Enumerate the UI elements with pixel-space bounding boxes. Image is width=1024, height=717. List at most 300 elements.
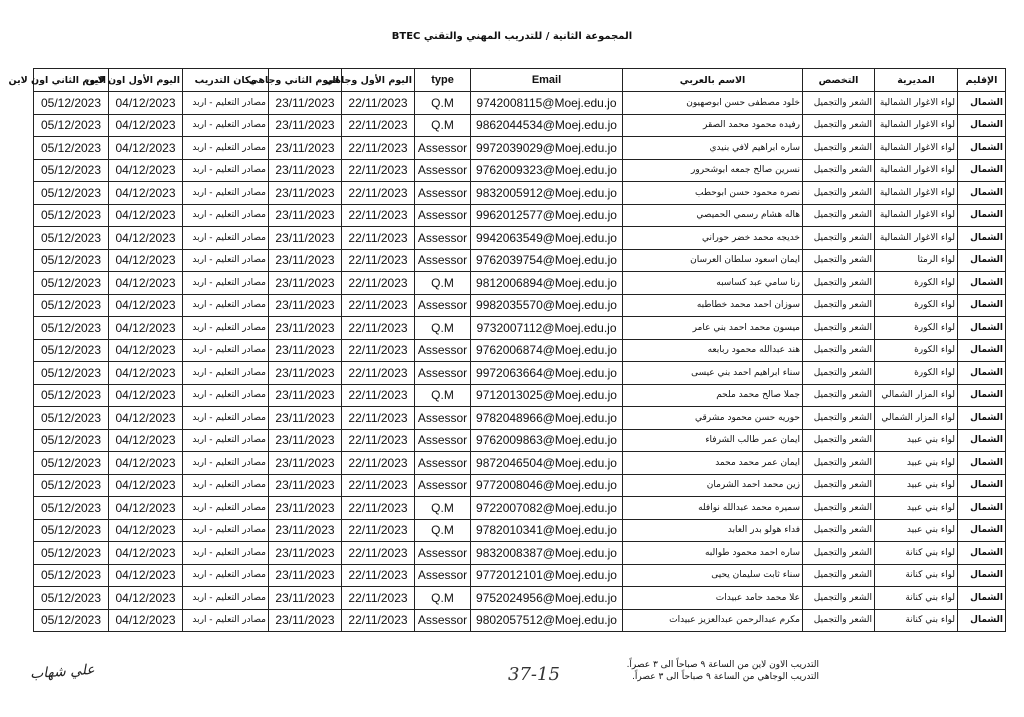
day2-online-cell: 05/12/2023	[34, 362, 109, 385]
day1-f2f-cell: 22/11/2023	[342, 407, 415, 430]
day1-f2f-cell: 22/11/2023	[342, 92, 415, 115]
table-row	[34, 587, 1006, 610]
type-cell: Q.M	[415, 92, 471, 115]
email-cell: 9832008387@Moej.edu.jo	[471, 542, 623, 565]
day1-online-cell: 04/12/2023	[109, 137, 183, 160]
day1-f2f-cell: 22/11/2023	[342, 317, 415, 340]
specialty-cell: الشعر والتجميل	[803, 452, 875, 475]
name-cell: هاله هشام رسمي الحميصي	[623, 204, 803, 227]
region-cell: الشمال	[958, 272, 1006, 295]
day1-online-cell: 04/12/2023	[109, 294, 183, 317]
day1-f2f-cell: 22/11/2023	[342, 137, 415, 160]
specialty-cell: الشعر والتجميل	[803, 587, 875, 610]
table-row	[34, 519, 1006, 542]
type-cell: Assessor	[415, 474, 471, 497]
directorate-cell: لواء بني كنانة	[875, 564, 958, 587]
day2-f2f-cell: 23/11/2023	[269, 564, 342, 587]
day1-online-cell: 04/12/2023	[109, 339, 183, 362]
name-cell: نسرين صالح جمعه ابوشحرور	[623, 159, 803, 182]
day1-f2f-cell: 22/11/2023	[342, 294, 415, 317]
day1-online-cell: 04/12/2023	[109, 587, 183, 610]
day2-f2f-cell: 23/11/2023	[269, 317, 342, 340]
day2-f2f-cell: 23/11/2023	[269, 159, 342, 182]
place-cell: مصادر التعليم - اربد	[183, 407, 269, 430]
day1-online-cell: 04/12/2023	[109, 407, 183, 430]
place-cell: مصادر التعليم - اربد	[183, 159, 269, 182]
day1-online-cell: 04/12/2023	[109, 114, 183, 137]
email-cell: 9982035570@Moej.edu.jo	[471, 294, 623, 317]
directorate-cell: لواء الكورة	[875, 294, 958, 317]
day1-online-cell: 04/12/2023	[109, 609, 183, 632]
type-cell: Q.M	[415, 114, 471, 137]
day1-online-cell: 04/12/2023	[109, 542, 183, 565]
day2-online-cell: 05/12/2023	[34, 227, 109, 250]
day2-f2f-cell: 23/11/2023	[269, 452, 342, 475]
table-row	[34, 272, 1006, 295]
type-cell: Q.M	[415, 519, 471, 542]
specialty-cell: الشعر والتجميل	[803, 609, 875, 632]
specialty-cell: الشعر والتجميل	[803, 272, 875, 295]
day1-online-cell: 04/12/2023	[109, 92, 183, 115]
type-cell: Assessor	[415, 564, 471, 587]
day1-f2f-cell: 22/11/2023	[342, 159, 415, 182]
region-cell: الشمال	[958, 362, 1006, 385]
place-cell: مصادر التعليم - اربد	[183, 182, 269, 205]
day2-online-cell: 05/12/2023	[34, 564, 109, 587]
place-cell: مصادر التعليم - اربد	[183, 92, 269, 115]
day2-online-cell: 05/12/2023	[34, 429, 109, 452]
day1-online-cell: 04/12/2023	[109, 227, 183, 250]
header-directorate: المديرية	[875, 69, 958, 92]
email-cell: 9972063664@Moej.edu.jo	[471, 362, 623, 385]
email-cell: 9762009323@Moej.edu.jo	[471, 159, 623, 182]
table-header-row	[34, 69, 1006, 92]
name-cell: جملا صالح محمد ملحم	[623, 384, 803, 407]
day2-online-cell: 05/12/2023	[34, 249, 109, 272]
name-cell: نصره محمود حسن ابوحطب	[623, 182, 803, 205]
footer-note-online: التدريب الاون لاين من الساعة ٩ صباحاً الى ٣ عصراً.	[626, 660, 819, 670]
type-cell: Assessor	[415, 137, 471, 160]
email-cell: 9742008115@Moej.edu.jo	[471, 92, 623, 115]
specialty-cell: الشعر والتجميل	[803, 294, 875, 317]
name-cell: زين محمد احمد الشرمان	[623, 474, 803, 497]
day2-f2f-cell: 23/11/2023	[269, 204, 342, 227]
day2-online-cell: 05/12/2023	[34, 609, 109, 632]
table-row	[34, 204, 1006, 227]
region-cell: الشمال	[958, 452, 1006, 475]
email-cell: 9762009863@Moej.edu.jo	[471, 429, 623, 452]
day2-online-cell: 05/12/2023	[34, 542, 109, 565]
region-cell: الشمال	[958, 294, 1006, 317]
name-cell: ساره ابراهيم لافي بنيدي	[623, 137, 803, 160]
name-cell: سوزان احمد محمد خطاطبه	[623, 294, 803, 317]
day2-f2f-cell: 23/11/2023	[269, 497, 342, 520]
table-row	[34, 294, 1006, 317]
day2-online-cell: 05/12/2023	[34, 294, 109, 317]
place-cell: مصادر التعليم - اربد	[183, 317, 269, 340]
day2-f2f-cell: 23/11/2023	[269, 384, 342, 407]
type-cell: Assessor	[415, 542, 471, 565]
day1-online-cell: 04/12/2023	[109, 452, 183, 475]
place-cell: مصادر التعليم - اربد	[183, 362, 269, 385]
type-cell: Assessor	[415, 182, 471, 205]
day1-f2f-cell: 22/11/2023	[342, 182, 415, 205]
place-cell: مصادر التعليم - اربد	[183, 429, 269, 452]
specialty-cell: الشعر والتجميل	[803, 474, 875, 497]
place-cell: مصادر التعليم - اربد	[183, 204, 269, 227]
place-cell: مصادر التعليم - اربد	[183, 587, 269, 610]
day1-f2f-cell: 22/11/2023	[342, 474, 415, 497]
day1-online-cell: 04/12/2023	[109, 519, 183, 542]
email-cell: 9762006874@Moej.edu.jo	[471, 339, 623, 362]
name-cell: فداء هولو بدر العابد	[623, 519, 803, 542]
specialty-cell: الشعر والتجميل	[803, 497, 875, 520]
email-cell: 9962012577@Moej.edu.jo	[471, 204, 623, 227]
day2-f2f-cell: 23/11/2023	[269, 519, 342, 542]
day2-f2f-cell: 23/11/2023	[269, 362, 342, 385]
directorate-cell: لواء المزار الشمالي	[875, 384, 958, 407]
type-cell: Assessor	[415, 227, 471, 250]
directorate-cell: لواء الاغوار الشمالية	[875, 204, 958, 227]
type-cell: Q.M	[415, 272, 471, 295]
region-cell: الشمال	[958, 339, 1006, 362]
day1-f2f-cell: 22/11/2023	[342, 542, 415, 565]
day2-f2f-cell: 23/11/2023	[269, 429, 342, 452]
region-cell: الشمال	[958, 609, 1006, 632]
day1-online-cell: 04/12/2023	[109, 159, 183, 182]
region-cell: الشمال	[958, 429, 1006, 452]
specialty-cell: الشعر والتجميل	[803, 182, 875, 205]
directorate-cell: لواء بني عبيد	[875, 452, 958, 475]
region-cell: الشمال	[958, 182, 1006, 205]
header-day1-f2f: اليوم الأول وجاهي	[342, 69, 415, 92]
email-cell: 9832005912@Moej.edu.jo	[471, 182, 623, 205]
region-cell: الشمال	[958, 497, 1006, 520]
name-cell: ايمان عمر طالب الشرفاء	[623, 429, 803, 452]
place-cell: مصادر التعليم - اربد	[183, 384, 269, 407]
footer-note-f2f: التدريب الوجاهي من الساعة ٩ صباحاً الى ٣ عصراً.	[632, 672, 819, 682]
email-cell: 9812006894@Moej.edu.jo	[471, 272, 623, 295]
day2-online-cell: 05/12/2023	[34, 92, 109, 115]
day1-online-cell: 04/12/2023	[109, 317, 183, 340]
specialty-cell: الشعر والتجميل	[803, 317, 875, 340]
name-cell: حوريه حسن محمود مشرقي	[623, 407, 803, 430]
table-row	[34, 384, 1006, 407]
type-cell: Assessor	[415, 294, 471, 317]
directorate-cell: لواء الكورة	[875, 339, 958, 362]
place-cell: مصادر التعليم - اربد	[183, 609, 269, 632]
type-cell: Assessor	[415, 204, 471, 227]
day1-online-cell: 04/12/2023	[109, 204, 183, 227]
day1-online-cell: 04/12/2023	[109, 564, 183, 587]
place-cell: مصادر التعليم - اربد	[183, 497, 269, 520]
region-cell: الشمال	[958, 564, 1006, 587]
header-region: الإقليم	[958, 69, 1006, 92]
region-cell: الشمال	[958, 542, 1006, 565]
handwritten-page-mark: 37-15	[508, 664, 560, 685]
email-cell: 9722007082@Moej.edu.jo	[471, 497, 623, 520]
day1-online-cell: 04/12/2023	[109, 272, 183, 295]
day1-f2f-cell: 22/11/2023	[342, 272, 415, 295]
day2-online-cell: 05/12/2023	[34, 519, 109, 542]
region-cell: الشمال	[958, 114, 1006, 137]
place-cell: مصادر التعليم - اربد	[183, 519, 269, 542]
email-cell: 9732007112@Moej.edu.jo	[471, 317, 623, 340]
email-cell: 9762039754@Moej.edu.jo	[471, 249, 623, 272]
specialty-cell: الشعر والتجميل	[803, 92, 875, 115]
header-name: الاسم بالعربي	[623, 69, 803, 92]
header-day1-online: اليوم الأول اون لاين	[109, 69, 183, 92]
name-cell: علا محمد حامد عبيدات	[623, 587, 803, 610]
place-cell: مصادر التعليم - اربد	[183, 272, 269, 295]
day2-f2f-cell: 23/11/2023	[269, 272, 342, 295]
directorate-cell: لواء بني عبيد	[875, 429, 958, 452]
day2-f2f-cell: 23/11/2023	[269, 227, 342, 250]
header-type: type	[415, 69, 471, 92]
directorate-cell: لواء الكورة	[875, 362, 958, 385]
day1-f2f-cell: 22/11/2023	[342, 227, 415, 250]
email-cell: 9972039029@Moej.edu.jo	[471, 137, 623, 160]
directorate-cell: لواء الاغوار الشمالية	[875, 159, 958, 182]
day2-online-cell: 05/12/2023	[34, 384, 109, 407]
table-row	[34, 474, 1006, 497]
day1-online-cell: 04/12/2023	[109, 182, 183, 205]
specialty-cell: الشعر والتجميل	[803, 249, 875, 272]
region-cell: الشمال	[958, 587, 1006, 610]
name-cell: ميسون محمد احمد بني عامر	[623, 317, 803, 340]
day2-f2f-cell: 23/11/2023	[269, 249, 342, 272]
day1-online-cell: 04/12/2023	[109, 249, 183, 272]
email-cell: 9752024956@Moej.edu.jo	[471, 587, 623, 610]
place-cell: مصادر التعليم - اربد	[183, 339, 269, 362]
specialty-cell: الشعر والتجميل	[803, 159, 875, 182]
day1-f2f-cell: 22/11/2023	[342, 429, 415, 452]
day2-online-cell: 05/12/2023	[34, 317, 109, 340]
header-email: Email	[471, 69, 623, 92]
header-place: مكان التدريب	[183, 69, 269, 92]
day1-online-cell: 04/12/2023	[109, 497, 183, 520]
header-day2-online: اليوم الثاني اون لاين	[34, 69, 109, 92]
place-cell: مصادر التعليم - اربد	[183, 452, 269, 475]
place-cell: مصادر التعليم - اربد	[183, 474, 269, 497]
day2-f2f-cell: 23/11/2023	[269, 339, 342, 362]
region-cell: الشمال	[958, 249, 1006, 272]
region-cell: الشمال	[958, 384, 1006, 407]
specialty-cell: الشعر والتجميل	[803, 339, 875, 362]
type-cell: Assessor	[415, 609, 471, 632]
name-cell: سناء ابراهيم احمد بني عيسى	[623, 362, 803, 385]
header-specialty: التخصص	[803, 69, 875, 92]
day1-f2f-cell: 22/11/2023	[342, 587, 415, 610]
specialty-cell: الشعر والتجميل	[803, 227, 875, 250]
name-cell: خديجه محمد خضر حوراني	[623, 227, 803, 250]
directorate-cell: لواء الاغوار الشمالية	[875, 182, 958, 205]
type-cell: Assessor	[415, 452, 471, 475]
table-row	[34, 362, 1006, 385]
day2-online-cell: 05/12/2023	[34, 137, 109, 160]
page-title: المجموعة الثانية / للتدريب المهني والتقني BTEC	[391, 31, 633, 42]
email-cell: 9802057512@Moej.edu.jo	[471, 609, 623, 632]
table-row	[34, 429, 1006, 452]
day1-f2f-cell: 22/11/2023	[342, 564, 415, 587]
name-cell: ساره احمد محمود طوالبه	[623, 542, 803, 565]
table-row	[34, 542, 1006, 565]
specialty-cell: الشعر والتجميل	[803, 429, 875, 452]
name-cell: ايمان اسعود سلطان العرسان	[623, 249, 803, 272]
table-row	[34, 227, 1006, 250]
type-cell: Q.M	[415, 317, 471, 340]
specialty-cell: الشعر والتجميل	[803, 114, 875, 137]
directorate-cell: لواء المزار الشمالي	[875, 407, 958, 430]
day2-f2f-cell: 23/11/2023	[269, 407, 342, 430]
table-body	[34, 92, 1006, 632]
day2-online-cell: 05/12/2023	[34, 474, 109, 497]
directorate-cell: لواء الاغوار الشمالية	[875, 92, 958, 115]
specialty-cell: الشعر والتجميل	[803, 384, 875, 407]
email-cell: 9862044534@Moej.edu.jo	[471, 114, 623, 137]
day1-f2f-cell: 22/11/2023	[342, 519, 415, 542]
day1-f2f-cell: 22/11/2023	[342, 384, 415, 407]
day1-f2f-cell: 22/11/2023	[342, 204, 415, 227]
place-cell: مصادر التعليم - اربد	[183, 137, 269, 160]
day1-f2f-cell: 22/11/2023	[342, 497, 415, 520]
participants-table	[8, 68, 1006, 632]
region-cell: الشمال	[958, 519, 1006, 542]
name-cell: رنا سامي عبد كساسبه	[623, 272, 803, 295]
email-cell: 9772008046@Moej.edu.jo	[471, 474, 623, 497]
name-cell: ايمان عمر محمد محمد	[623, 452, 803, 475]
directorate-cell: لواء بني عبيد	[875, 519, 958, 542]
directorate-cell: لواء بني كنانة	[875, 609, 958, 632]
directorate-cell: لواء بني كنانة	[875, 587, 958, 610]
day2-online-cell: 05/12/2023	[34, 272, 109, 295]
table-row	[34, 609, 1006, 632]
specialty-cell: الشعر والتجميل	[803, 564, 875, 587]
type-cell: Q.M	[415, 587, 471, 610]
handwritten-signature: علي شهاب	[29, 661, 96, 683]
email-cell: 9782048966@Moej.edu.jo	[471, 407, 623, 430]
table-row	[34, 249, 1006, 272]
name-cell: خلود مصطفى حسن ابوصهيون	[623, 92, 803, 115]
day1-online-cell: 04/12/2023	[109, 362, 183, 385]
day2-online-cell: 05/12/2023	[34, 497, 109, 520]
header-day2-f2f: اليوم الثاني وجاهي	[269, 69, 342, 92]
directorate-cell: لواء الكورة	[875, 317, 958, 340]
type-cell: Assessor	[415, 339, 471, 362]
day2-f2f-cell: 23/11/2023	[269, 474, 342, 497]
place-cell: مصادر التعليم - اربد	[183, 227, 269, 250]
region-cell: الشمال	[958, 474, 1006, 497]
day1-f2f-cell: 22/11/2023	[342, 452, 415, 475]
email-cell: 9772012101@Moej.edu.jo	[471, 564, 623, 587]
type-cell: Assessor	[415, 407, 471, 430]
day2-online-cell: 05/12/2023	[34, 159, 109, 182]
email-cell: 9942063549@Moej.edu.jo	[471, 227, 623, 250]
directorate-cell: لواء الكورة	[875, 272, 958, 295]
specialty-cell: الشعر والتجميل	[803, 362, 875, 385]
directorate-cell: لواء الاغوار الشمالية	[875, 114, 958, 137]
footer-notes	[627, 659, 819, 683]
table-row	[34, 182, 1006, 205]
day1-f2f-cell: 22/11/2023	[342, 609, 415, 632]
directorate-cell: لواء بني عبيد	[875, 474, 958, 497]
table-row	[34, 452, 1006, 475]
directorate-cell: لواء الاغوار الشمالية	[875, 227, 958, 250]
table-row	[34, 339, 1006, 362]
day2-online-cell: 05/12/2023	[34, 204, 109, 227]
day2-f2f-cell: 23/11/2023	[269, 609, 342, 632]
day1-online-cell: 04/12/2023	[109, 384, 183, 407]
region-cell: الشمال	[958, 159, 1006, 182]
day2-f2f-cell: 23/11/2023	[269, 587, 342, 610]
type-cell: Assessor	[415, 249, 471, 272]
type-cell: Assessor	[415, 362, 471, 385]
specialty-cell: الشعر والتجميل	[803, 519, 875, 542]
name-cell: هند عبدالله محمود ربابعه	[623, 339, 803, 362]
table-row	[34, 159, 1006, 182]
day2-online-cell: 05/12/2023	[34, 452, 109, 475]
day2-online-cell: 05/12/2023	[34, 182, 109, 205]
region-cell: الشمال	[958, 407, 1006, 430]
directorate-cell: لواء بني عبيد	[875, 497, 958, 520]
type-cell: Assessor	[415, 159, 471, 182]
name-cell: سميره محمد عبدالله نوافله	[623, 497, 803, 520]
table-row	[34, 137, 1006, 160]
type-cell: Q.M	[415, 497, 471, 520]
specialty-cell: الشعر والتجميل	[803, 137, 875, 160]
day1-f2f-cell: 22/11/2023	[342, 362, 415, 385]
place-cell: مصادر التعليم - اربد	[183, 542, 269, 565]
table-row	[34, 407, 1006, 430]
day1-online-cell: 04/12/2023	[109, 429, 183, 452]
day2-online-cell: 05/12/2023	[34, 407, 109, 430]
specialty-cell: الشعر والتجميل	[803, 407, 875, 430]
region-cell: الشمال	[958, 317, 1006, 340]
region-cell: الشمال	[958, 204, 1006, 227]
email-cell: 9712013025@Moej.edu.jo	[471, 384, 623, 407]
region-cell: الشمال	[958, 92, 1006, 115]
table-row	[34, 92, 1006, 115]
name-cell: سناء ثابت سليمان يحيى	[623, 564, 803, 587]
day2-f2f-cell: 23/11/2023	[269, 92, 342, 115]
place-cell: مصادر التعليم - اربد	[183, 114, 269, 137]
directorate-cell: لواء الاغوار الشمالية	[875, 137, 958, 160]
table-row	[34, 564, 1006, 587]
day2-f2f-cell: 23/11/2023	[269, 542, 342, 565]
directorate-cell: لواء بني كنانة	[875, 542, 958, 565]
day1-f2f-cell: 22/11/2023	[342, 339, 415, 362]
region-cell: الشمال	[958, 137, 1006, 160]
place-cell: مصادر التعليم - اربد	[183, 249, 269, 272]
specialty-cell: الشعر والتجميل	[803, 542, 875, 565]
day1-f2f-cell: 22/11/2023	[342, 114, 415, 137]
email-cell: 9872046504@Moej.edu.jo	[471, 452, 623, 475]
type-cell: Assessor	[415, 429, 471, 452]
name-cell: مكرم عبدالرحمن عبدالعزيز عبيدات	[623, 609, 803, 632]
place-cell: مصادر التعليم - اربد	[183, 564, 269, 587]
table-row	[34, 317, 1006, 340]
table-row	[34, 497, 1006, 520]
type-cell: Q.M	[415, 384, 471, 407]
email-cell: 9782010341@Moej.edu.jo	[471, 519, 623, 542]
specialty-cell: الشعر والتجميل	[803, 204, 875, 227]
day2-online-cell: 05/12/2023	[34, 339, 109, 362]
table-row	[34, 114, 1006, 137]
day2-online-cell: 05/12/2023	[34, 114, 109, 137]
place-cell: مصادر التعليم - اربد	[183, 294, 269, 317]
region-cell: الشمال	[958, 227, 1006, 250]
day1-f2f-cell: 22/11/2023	[342, 249, 415, 272]
